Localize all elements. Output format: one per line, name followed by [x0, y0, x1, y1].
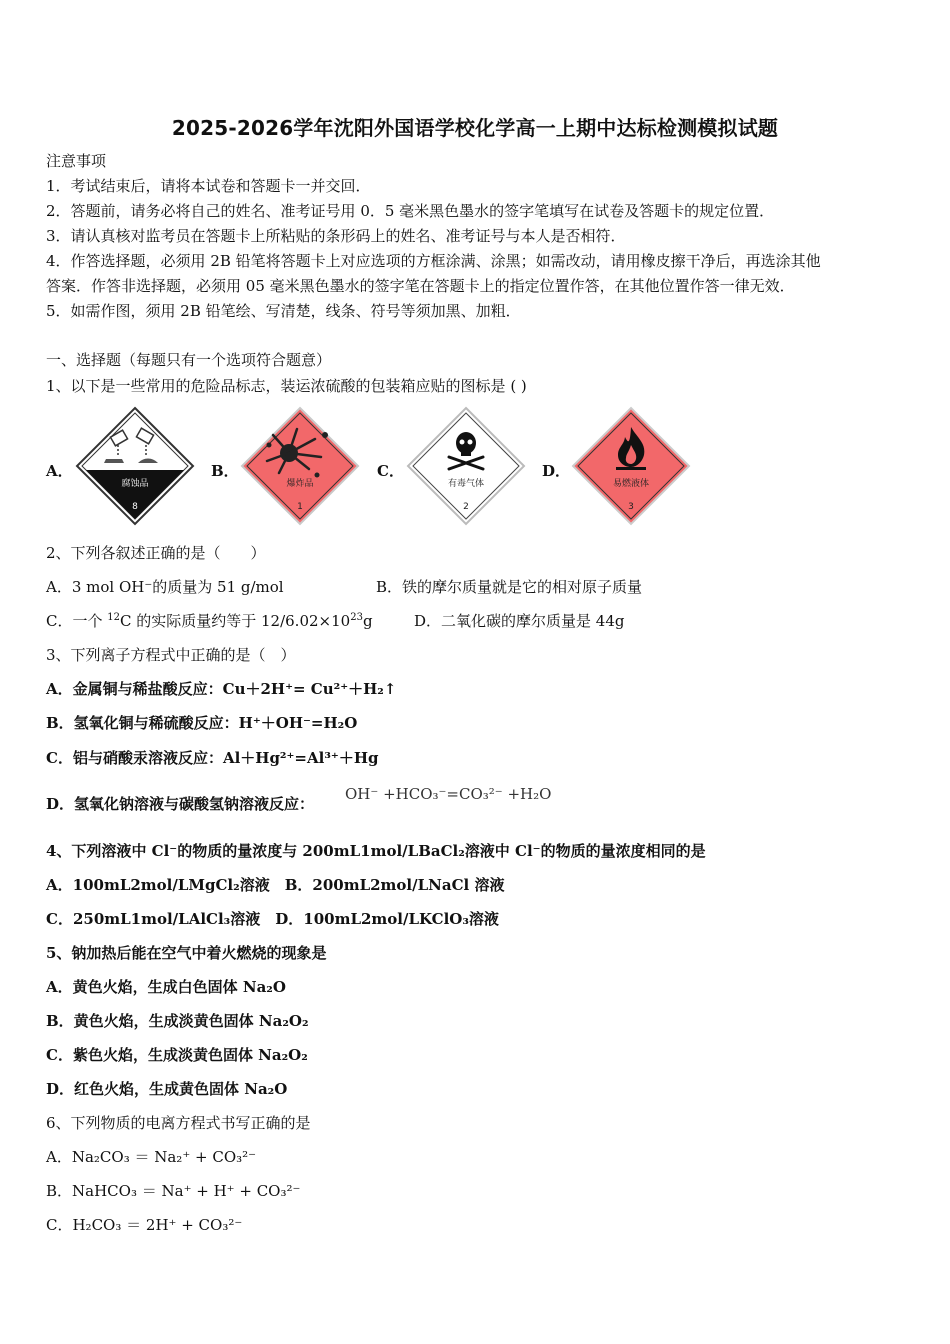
q5-option-d: D．红色火焰，生成黄色固体 Na₂O — [46, 1080, 288, 1098]
q2-c-mid: C 的实际质量约等于 12/6.02×10 — [119, 612, 351, 630]
question-2-stem: 2、下列各叙述正确的是（ ） — [46, 544, 266, 562]
q2-c-pre: C．一个 — [46, 612, 108, 630]
q2-option-d: D．二氧化碳的摩尔质量是 44g — [414, 612, 625, 630]
q2-option-b: B．铁的摩尔质量就是它的相对原子质量 — [376, 578, 643, 596]
question-5-stem: 5、钠加热后能在空气中着火燃烧的现象是 — [46, 944, 327, 962]
option-label: B． — [211, 462, 239, 480]
q3-option-d-equation: OH⁻ +HCO₃⁻=CO₃²⁻ +H₂O — [345, 785, 552, 803]
option-label: D． — [542, 462, 571, 480]
q2-c-sup: 12 — [107, 612, 120, 623]
q2-c-post: g — [362, 612, 373, 630]
sign-number: 8 — [132, 502, 138, 512]
q5-option-c: C．紫色火焰，生成淡黄色固体 Na₂O₂ — [46, 1046, 308, 1064]
q2-option-a: A．3 mol OH⁻的质量为 51 g/mol — [46, 578, 284, 596]
q2-option-c — [46, 611, 373, 631]
question-4-stem: 4、下列溶液中 Cl⁻的物质的量浓度与 200mL1mol/LBaCl₂溶液中 Cl⁻的物质的量浓度相同的是 — [46, 842, 706, 860]
sign-text: 腐蚀品 — [121, 479, 149, 489]
question-1-stem: 1、以下是一些常用的危险品标志，装运浓硫酸的包装箱应贴的图标是 ( ) — [46, 377, 527, 395]
question-3-stem: 3、下列离子方程式中正确的是（ ） — [46, 646, 296, 664]
q6-option-c: C．H₂CO₃ ＝ 2H⁺ + CO₃²⁻ — [46, 1216, 243, 1234]
q3-option-d: D．氢氧化钠溶液与碳酸氢钠溶液反应： — [46, 795, 315, 813]
q6-option-a: A．Na₂CO₃ ＝ Na₂⁺ + CO₃²⁻ — [46, 1148, 257, 1166]
q4-options-cd: C．250mL1mol/LAlCl₃溶液 D．100mL2mol/LKClO₃溶液 — [46, 910, 499, 928]
sign-text: 爆炸品 — [286, 479, 314, 489]
option-label: C． — [377, 462, 404, 480]
notice-item: 4．作答选择题，必须用 2B 铅笔将答题卡上对应选项的方框涂满、涂黑；如需改动，请用橡皮擦干净后，再选涂其他 — [46, 252, 821, 270]
page-title: 2025-2026学年沈阳外国语学校化学高一上期中达标检测模拟试题 — [171, 116, 779, 140]
notice-heading: 注意事项 — [46, 152, 107, 170]
q5-option-a: A．黄色火焰，生成白色固体 Na₂O — [46, 978, 286, 996]
toxic-gas-sign-icon — [405, 405, 527, 527]
q4-options-ab: A．100mL2mol/LMgCl₂溶液 B．200mL2mol/LNaCl 溶液 — [46, 876, 505, 894]
notice-item: 2．答题前，请务必将自己的姓名、准考证号用 0．5 毫米黑色墨水的签字笔填写在试卷及答题卡的规定位置． — [46, 202, 775, 220]
corrosive-sign-icon — [74, 405, 196, 527]
notice-item: 5．如需作图，须用 2B 铅笔绘、写清楚，线条、符号等须加黑、加粗． — [46, 302, 521, 320]
hazard-signs — [46, 405, 746, 530]
sign-number: 1 — [297, 502, 303, 512]
question-6-stem: 6、下列物质的电离方程式书写正确的是 — [46, 1114, 311, 1132]
notice-item: 答案．作答非选择题，必须用 05 毫米黑色墨水的签字笔在答题卡上的指定位置作答，在其他位置作答一律无效． — [46, 277, 795, 295]
flammable-liquid-sign-icon — [570, 405, 692, 527]
q3-option-b: B．氢氧化铜与稀硫酸反应：H⁺＋OH⁻=H₂O — [46, 714, 358, 732]
notice-item: 3．请认真核对监考员在答题卡上所粘贴的条形码上的姓名、准考证号与本人是否相符． — [46, 227, 626, 245]
q3-option-c: C．铝与硝酸汞溶液反应：Al＋Hg²⁺=Al³⁺＋Hg — [46, 749, 379, 767]
option-label: A． — [46, 462, 73, 480]
sign-text: 易燃液体 — [612, 479, 650, 489]
sign-text: 有毒气体 — [447, 479, 485, 489]
q5-option-b: B．黄色火焰，生成淡黄色固体 Na₂O₂ — [46, 1012, 309, 1030]
notice-item: 1．考试结束后，请将本试卷和答题卡一并交回． — [46, 177, 371, 195]
q3-option-a: A．金属铜与稀盐酸反应：Cu＋2H⁺= Cu²⁺＋H₂↑ — [46, 680, 397, 698]
q2-c-exp: 23 — [350, 612, 363, 623]
explosive-sign-icon — [239, 405, 361, 527]
section-heading: 一、选择题（每题只有一个选项符合题意） — [46, 351, 332, 369]
sign-number: 2 — [463, 502, 469, 512]
sign-number: 3 — [628, 502, 634, 512]
q6-option-b: B．NaHCO₃ ＝ Na⁺ + H⁺ + CO₃²⁻ — [46, 1182, 301, 1200]
